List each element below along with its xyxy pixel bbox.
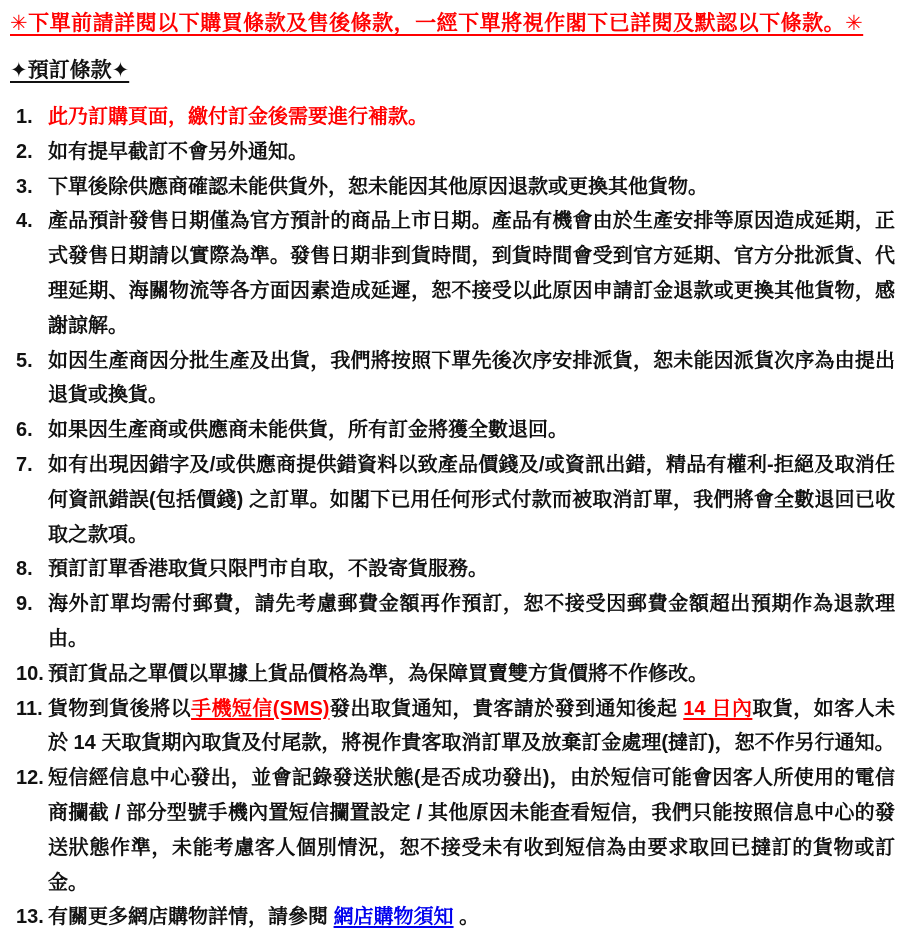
term-item <box>10 761 895 900</box>
term-text: 如有出現因錯字及/或供應商提供錯資料以致產品價錢及/或資訊出錯，精品有權利-拒絕及取消任何資訊錯誤(包括價錢) 之訂單。如閣下已用任何形式付款而被取消訂單，我們將會全數退回已收取之款項。 <box>48 453 895 546</box>
term-text: 取貨，如客人未於 14 天取貨期內取貨及付尾款，將視作貴客取消訂單及放棄訂金處理(撻訂)，恕不作另行通知。 <box>48 697 895 755</box>
term-text: 有關更多網店購物詳情，請參閱 <box>48 906 334 929</box>
term-item <box>10 204 895 343</box>
term-text: 海外訂單均需付郵費，請先考慮郵費金額再作預訂，恕不接受因郵費金額超出預期作為退款理由。 <box>48 593 895 650</box>
term-text-red: 此乃訂購頁面，繳付訂金後需要進行補款。 <box>48 106 428 128</box>
term-number: 9. <box>16 593 33 616</box>
term-text: 如果因生產商或供應商未能供貨，所有訂金將獲全數退回。 <box>48 419 568 442</box>
store-shopping-guide-link[interactable]: 網店購物須知 <box>333 906 454 929</box>
term-item <box>10 170 895 205</box>
term-item <box>10 657 895 692</box>
terms-list <box>10 100 895 935</box>
term-text: 貨物到貨後將以 <box>48 697 192 720</box>
term-number: 3. <box>16 175 33 198</box>
term-text: 產品預計發售日期僅為官方預計的商品上市日期。產品有機會由於生產安排等原因造成延期，正式發售日期請以實際為準。發售日期非到貨時間，到貨時間會受到官方延期、官方分批派貨、代理延期、海關物流等各方面因素造成延遲，恕不接受以此原因申請訂金退款或更換其他貨物，感謝諒解。 <box>48 210 895 337</box>
term-item <box>10 552 895 587</box>
term-text: 短信經信息中心發出，並會記錄發送狀態(是否成功發出)，由於短信可能會因客人所使用的電信商攔截 / 部分型號手機內置短信攔置設定 / 其他原因未能查看短信，我們只能按照信息中心的發送狀態作準，未能考慮客人個別情況，恕不接受未有收到短信為由要求取回已撻訂的貨物或訂金。 <box>48 767 895 894</box>
term-item <box>10 344 895 414</box>
term-text: 如因生產商因分批生產及出貨，我們將按照下單先後次序安排派貨，恕未能因派貨次序為由提出退貨或換貨。 <box>48 349 895 407</box>
term-text-red-underline: 手機短信(SMS) <box>191 697 330 720</box>
term-number: 5. <box>16 349 33 372</box>
term-item <box>10 135 895 170</box>
term-text: 發出取貨通知，貴客請於發到通知後起 <box>329 697 684 720</box>
term-number: 10. <box>16 662 44 685</box>
section-title-preorder-terms: ✦預訂條款✦ <box>10 59 130 82</box>
term-text: 如有提早截訂不會另外通知。 <box>48 140 308 163</box>
term-text: 。 <box>453 906 480 929</box>
term-item <box>10 900 895 935</box>
term-number: 1. <box>16 106 33 128</box>
term-text: 預訂貨品之單價以單據上貨品價格為準，為保障買賣雙方貨價將不作修改。 <box>48 662 708 685</box>
term-item <box>10 448 895 552</box>
term-number: 13. <box>16 906 44 929</box>
term-number: 7. <box>16 453 33 476</box>
purchase-terms-warning: ✳下單前請詳閱以下購買條款及售後條款，一經下單將視作閣下已詳閱及默認以下條款。✳ <box>10 12 864 35</box>
term-number: 12. <box>16 767 44 790</box>
term-number: 11. <box>16 697 43 720</box>
terms-document <box>10 10 895 935</box>
term-number: 2. <box>16 140 33 163</box>
term-text: 預訂訂單香港取貨只限門市自取，不設寄貨服務。 <box>48 558 488 581</box>
term-number: 4. <box>16 210 33 233</box>
term-item <box>10 692 895 762</box>
term-number: 8. <box>16 558 33 581</box>
term-item <box>10 413 895 448</box>
term-item <box>10 587 895 657</box>
term-item <box>10 100 895 135</box>
term-text: 下單後除供應商確認未能供貨外，恕未能因其他原因退款或更換其他貨物。 <box>48 175 708 198</box>
term-number: 6. <box>16 419 33 442</box>
term-text-red-underline: 14 日內 <box>683 697 753 720</box>
